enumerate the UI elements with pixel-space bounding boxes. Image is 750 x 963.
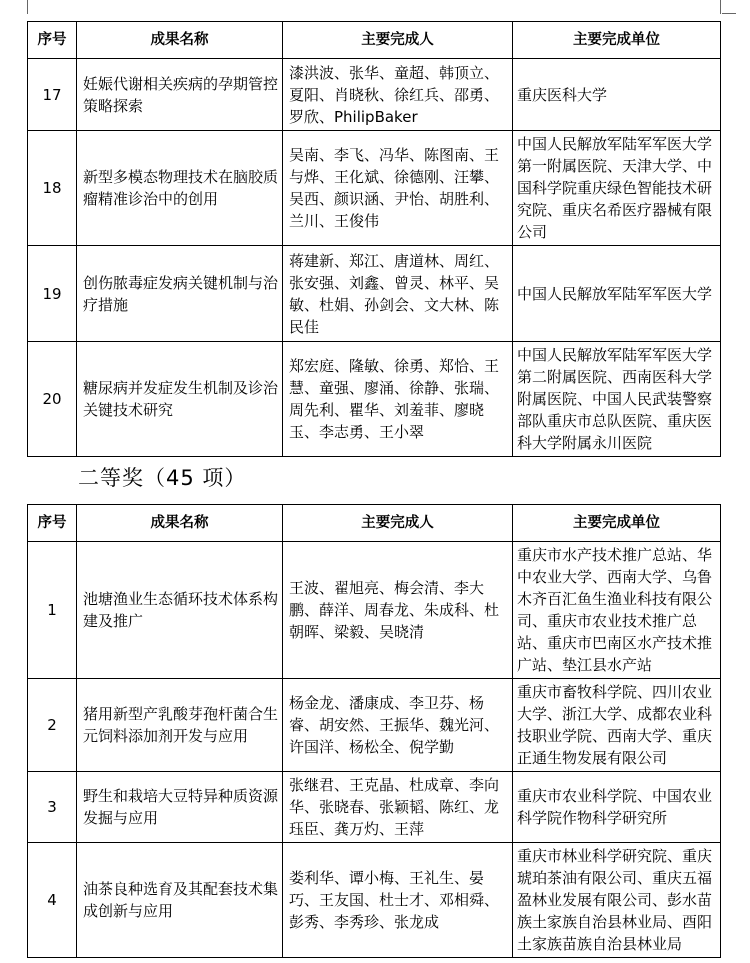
crop-mark-right-vertical bbox=[720, 0, 721, 14]
row-unit bbox=[513, 342, 721, 457]
table-row bbox=[28, 843, 721, 958]
row-name bbox=[77, 679, 283, 772]
row-people bbox=[283, 246, 513, 342]
header-unit: 主要完成单位 bbox=[513, 505, 721, 542]
row-name-text: 猪用新型产乳酸芽孢杆菌合生元饲料添加剂开发与应用 bbox=[83, 705, 279, 745]
row-unit-text: 中国人民解放军陆军军医大学第二附属医院、西南医科大学附属医院、中国人民武装警察部队重庆市总队医院、重庆医科大学附属永川医院 bbox=[517, 346, 713, 452]
header-no: 序号 bbox=[28, 22, 77, 59]
row-people bbox=[283, 772, 513, 843]
row-people-text: 杨金龙、潘康成、李卫芬、杨睿、胡安然、王振华、魏光河、许国洋、杨松全、倪学勤 bbox=[289, 694, 500, 756]
row-unit-text: 重庆医科大学 bbox=[517, 85, 608, 104]
row-name-text: 创伤脓毒症发病关键机制与治疗措施 bbox=[83, 273, 279, 314]
row-no: 19 bbox=[28, 246, 77, 342]
table-row bbox=[28, 59, 721, 131]
row-name bbox=[77, 342, 283, 457]
row-name bbox=[77, 772, 283, 843]
award-table-first bbox=[27, 21, 721, 457]
row-name-text: 妊娠代谢相关疾病的孕期管控策略探索 bbox=[83, 74, 279, 115]
row-unit bbox=[513, 59, 721, 131]
row-people-text: 王波、翟旭亮、梅会清、李大鹏、薛洋、周春龙、朱成科、杜朝晖、梁毅、吴晓清 bbox=[289, 579, 500, 641]
row-people bbox=[283, 843, 513, 958]
row-people-text: 漆洪波、张华、童超、韩顶立、夏阳、肖晓秋、徐红兵、邵勇、罗欣、PhilipBaker bbox=[289, 63, 500, 126]
row-name bbox=[77, 131, 283, 246]
row-people bbox=[283, 59, 513, 131]
header-name: 成果名称 bbox=[77, 22, 283, 59]
row-unit-text: 重庆市水产技术推广总站、华中农业大学、西南大学、乌鲁木齐百汇鱼生渔业科技有限公司、重庆市农业技术推广总站、重庆市巴南区水产技术推广站、垫江县水产站 bbox=[517, 546, 713, 674]
row-unit bbox=[513, 542, 721, 679]
row-no: 4 bbox=[28, 843, 77, 958]
award-table-second bbox=[27, 504, 721, 958]
table-row bbox=[28, 679, 721, 772]
row-unit-text: 重庆市农业科学院、中国农业科学院作物科学研究所 bbox=[517, 787, 713, 827]
row-unit bbox=[513, 246, 721, 342]
row-name-text: 新型多模态物理技术在脑胶质瘤精准诊治中的创用 bbox=[83, 168, 279, 208]
table-row bbox=[28, 542, 721, 679]
table-row bbox=[28, 131, 721, 246]
table-row bbox=[28, 342, 721, 457]
row-unit bbox=[513, 772, 721, 843]
row-people-text: 吴南、李飞、冯华、陈图南、王与烨、王化斌、徐德刚、汪攀、吴西、颜识涵、尹怡、胡胜利、兰川、王俊伟 bbox=[289, 146, 500, 230]
header-people: 主要完成人 bbox=[283, 22, 513, 59]
row-people-text: 娄利华、谭小梅、王礼生、晏巧、王友国、杜士才、邓相舜、彭秀、李秀珍、张龙成 bbox=[289, 869, 500, 931]
row-people bbox=[283, 542, 513, 679]
row-no: 18 bbox=[28, 131, 77, 246]
row-name bbox=[77, 843, 283, 958]
row-unit-text: 重庆市畜牧科学院、四川农业大学、浙江大学、成都农业科技职业学院、西南大学、重庆正通生物发展有限公司 bbox=[517, 683, 713, 767]
row-no: 3 bbox=[28, 772, 77, 843]
header-people: 主要完成人 bbox=[283, 505, 513, 542]
row-unit-text: 中国人民解放军陆军军医大学 bbox=[517, 284, 713, 303]
header-name: 成果名称 bbox=[77, 505, 283, 542]
header-unit: 主要完成单位 bbox=[513, 22, 721, 59]
table-row bbox=[28, 246, 721, 342]
row-name bbox=[77, 246, 283, 342]
table-header-row bbox=[28, 22, 721, 59]
table-header-row bbox=[28, 505, 721, 542]
row-people bbox=[283, 679, 513, 772]
row-name bbox=[77, 59, 283, 131]
row-no: 17 bbox=[28, 59, 77, 131]
row-people-text: 张继君、王克晶、杜成章、李向华、张晓春、张颖韬、陈红、龙珏臣、龚万灼、王萍 bbox=[289, 776, 500, 838]
section-title-second-prize: 二等奖（45 项） bbox=[78, 466, 247, 490]
row-name-text: 糖尿病并发症发生机制及诊治关键技术研究 bbox=[83, 379, 279, 419]
crop-mark-left-vertical bbox=[27, 0, 28, 14]
row-unit-text: 重庆市林业科学研究院、重庆琥珀茶油有限公司、重庆五福盈林业发展有限公司、彭水苗族土家族自治县林业局、酉阳土家族苗族自治县林业局 bbox=[517, 847, 713, 953]
table-row bbox=[28, 772, 721, 843]
row-unit bbox=[513, 843, 721, 958]
row-unit-text: 中国人民解放军陆军军医大学第一附属医院、天津大学、中国科学院重庆绿色智能技术研究院、重庆名希医疗器械有限公司 bbox=[517, 135, 713, 241]
header-no: 序号 bbox=[28, 505, 77, 542]
row-people-text: 蒋建新、郑江、唐道林、周红、张安强、刘鑫、曾灵、林平、吴敏、杜娟、孙剑会、文大林、陈民佳 bbox=[289, 251, 500, 336]
row-unit bbox=[513, 679, 721, 772]
crop-mark-right-horizontal bbox=[722, 13, 736, 14]
row-name-text: 野生和栽培大豆特异种质资源发掘与应用 bbox=[83, 787, 279, 827]
row-unit bbox=[513, 131, 721, 246]
row-no: 2 bbox=[28, 679, 77, 772]
row-no: 1 bbox=[28, 542, 77, 679]
row-no: 20 bbox=[28, 342, 77, 457]
row-people-text: 郑宏庭、隆敏、徐勇、郑恰、王慧、童强、廖涌、徐静、张瑞、周先利、瞿华、刘羞菲、廖晓玉、李志勇、王小翠 bbox=[289, 357, 500, 441]
row-name bbox=[77, 542, 283, 679]
row-people bbox=[283, 342, 513, 457]
row-name-text: 油茶良种选育及其配套技术集成创新与应用 bbox=[83, 880, 279, 920]
row-people bbox=[283, 131, 513, 246]
row-name-text: 池塘渔业生态循环技术体系构建及推广 bbox=[83, 590, 279, 630]
